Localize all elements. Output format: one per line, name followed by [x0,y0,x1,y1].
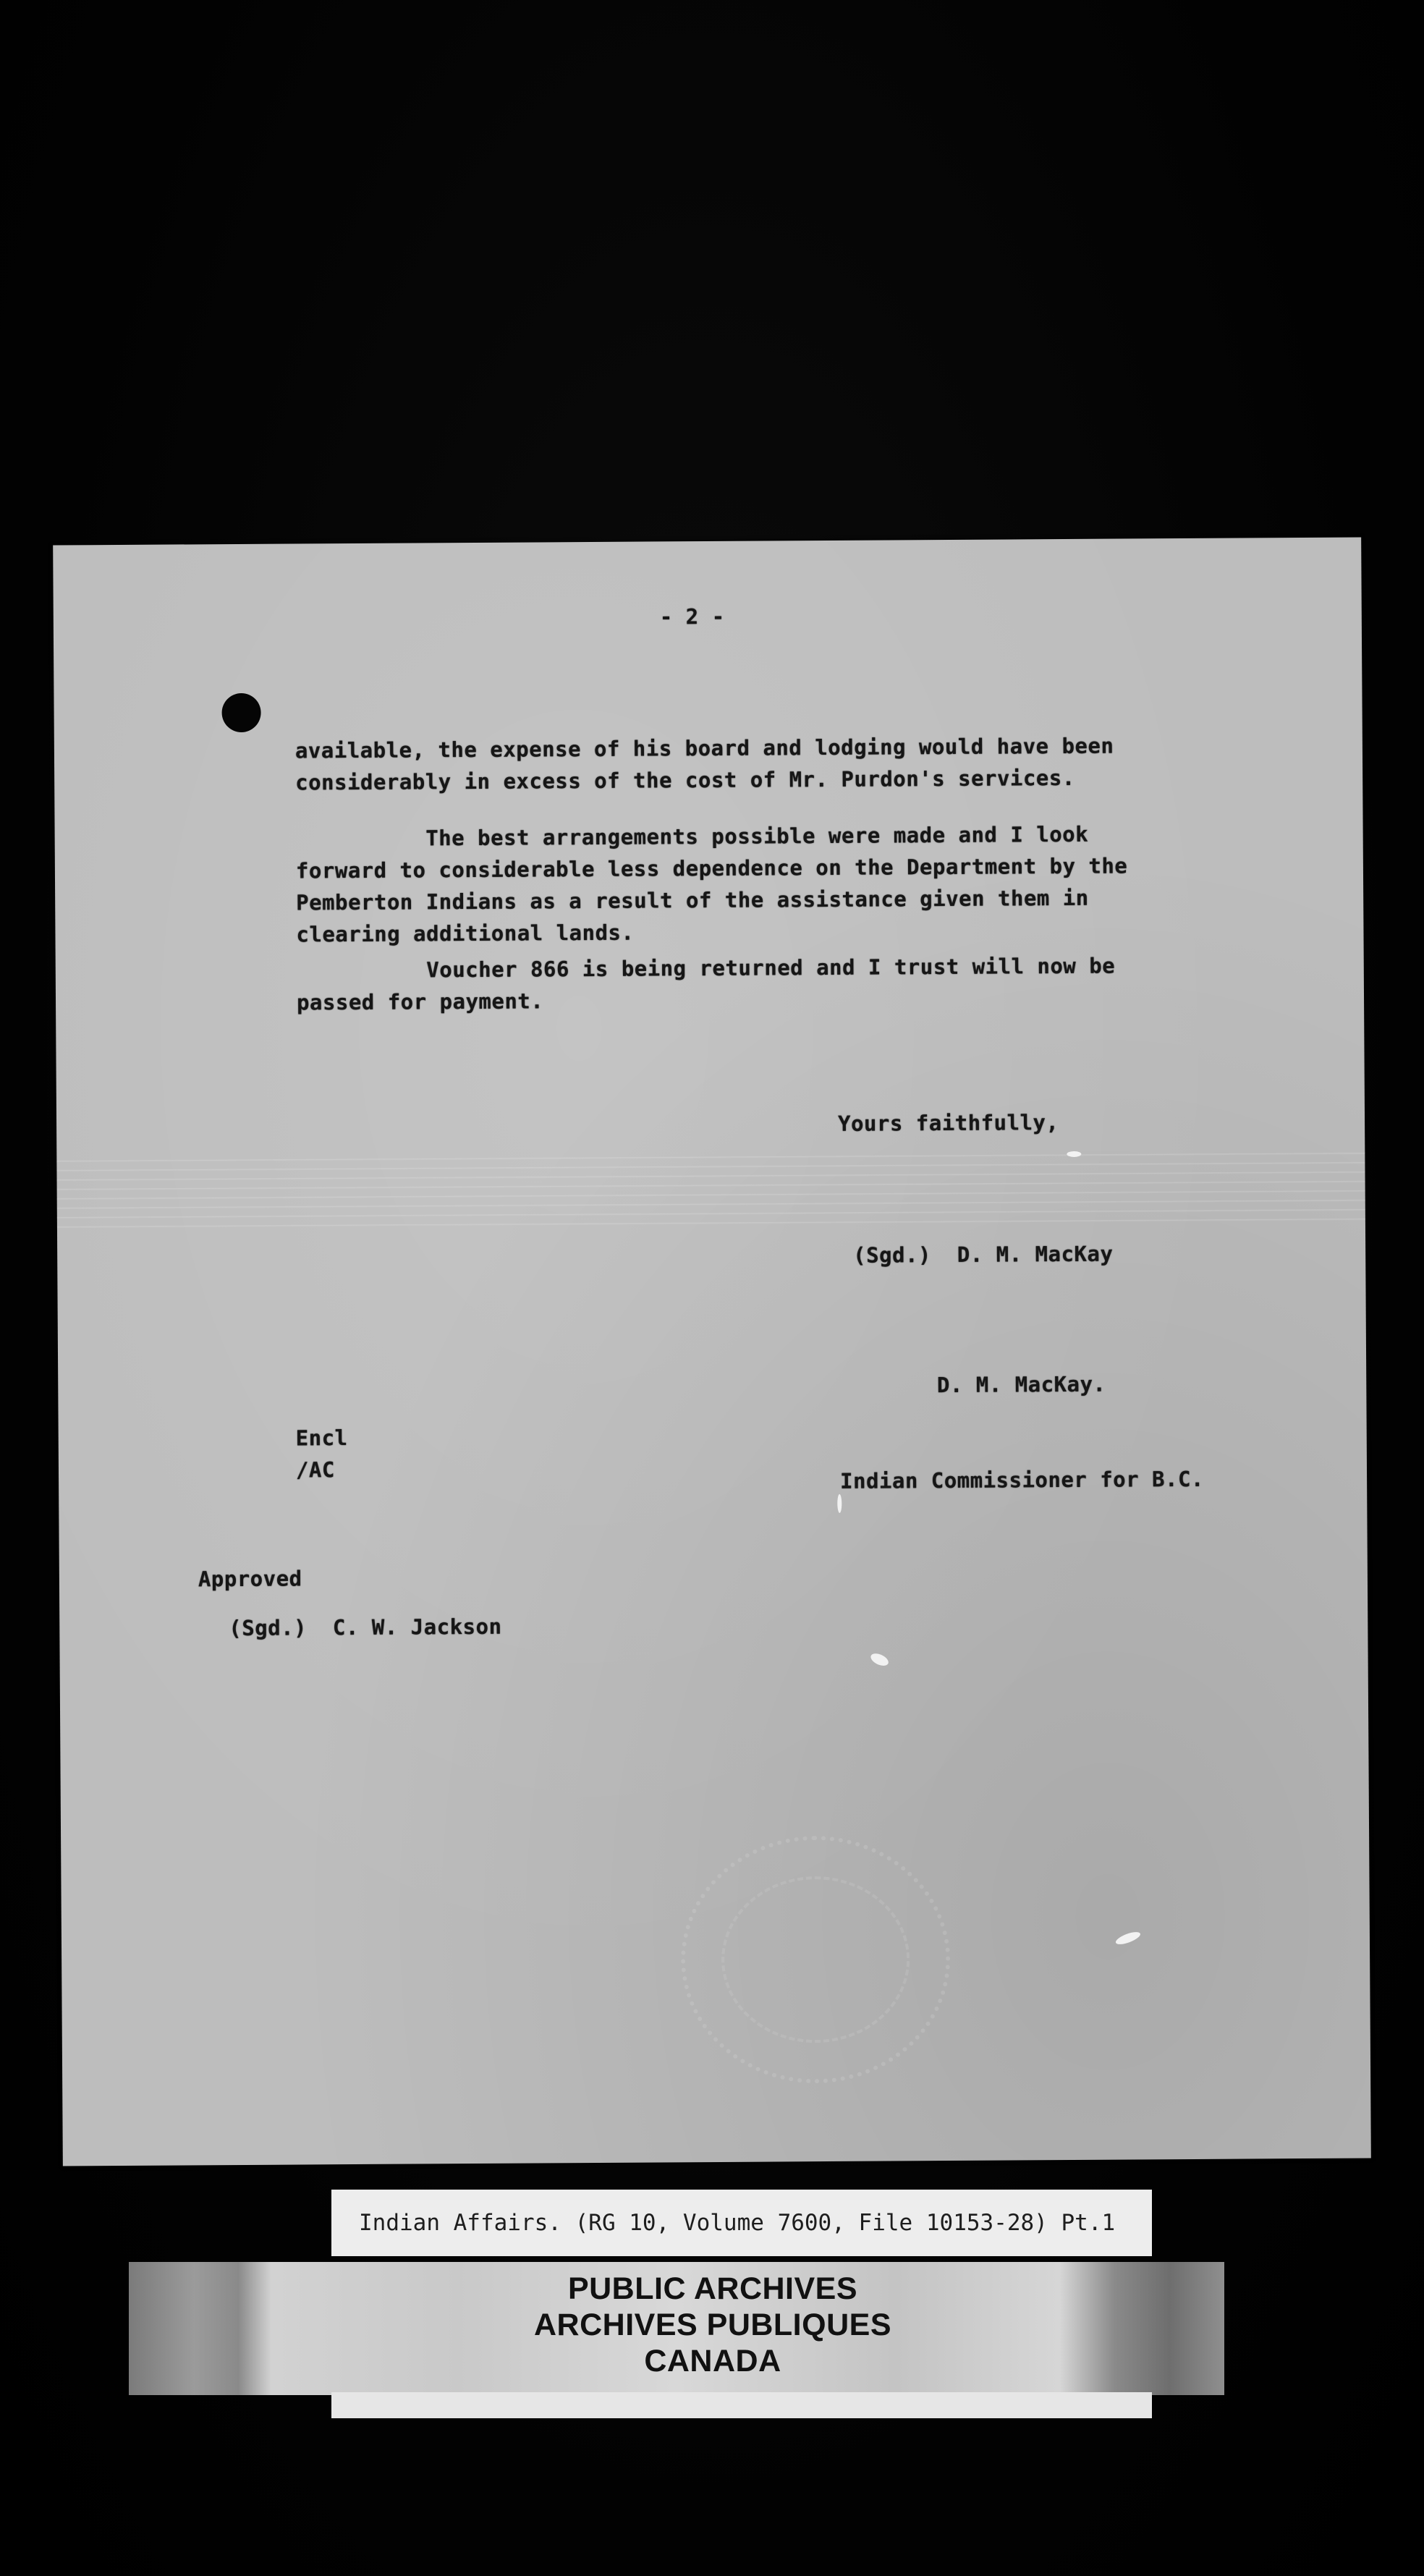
film-speck [869,1651,890,1669]
page-number: - 2 - [659,603,725,630]
public-archives-stamp [499,2271,926,2379]
enclosure-note: Encl /AC [295,1425,348,1483]
approved-label: Approved [198,1566,302,1592]
paragraph-3: Voucher 866 is being returned and I trust will now be passed for payment. [296,953,1116,1015]
film-speck [1114,1930,1142,1947]
signature-block [839,1304,1205,1561]
film-speck [1067,1151,1081,1157]
signer-name: D. M. MacKay. [936,1371,1106,1398]
closing-salutation: Yours faithfully, [837,1110,1059,1136]
signer-title: Indian Commissioner for B.C. [839,1466,1205,1494]
letter-page [53,537,1371,2166]
signed-line: (Sgd.) D. M. MacKay [853,1241,1114,1268]
archive-reference-label: Indian Affairs. (RG 10, Volume 7600, File 10153-28) Pt.1 [331,2190,1152,2256]
stamp-line-2: ARCHIVES PUBLIQUES [533,2308,891,2342]
punch-hole [221,693,260,732]
archive-stamp-band-lower [331,2392,1152,2418]
film-speck [837,1494,842,1513]
paragraph-1: available, the expense of his board and lodging would have been considerably in excess of the cost of Mr. Purdon's services. [294,733,1114,795]
stamp-line-3: CANADA [644,2344,781,2378]
paragraph-2: The best arrangements possible were made and I look forward to considerable less dependence on the Department by the Pemberton Indians as a result of the assistance given them in clearing additional lands. [295,821,1128,947]
approver-line: (Sgd.) C. W. Jackson [229,1614,502,1641]
stamp-line-1: PUBLIC ARCHIVES [567,2271,858,2306]
faint-seal-impression [680,1835,951,2084]
